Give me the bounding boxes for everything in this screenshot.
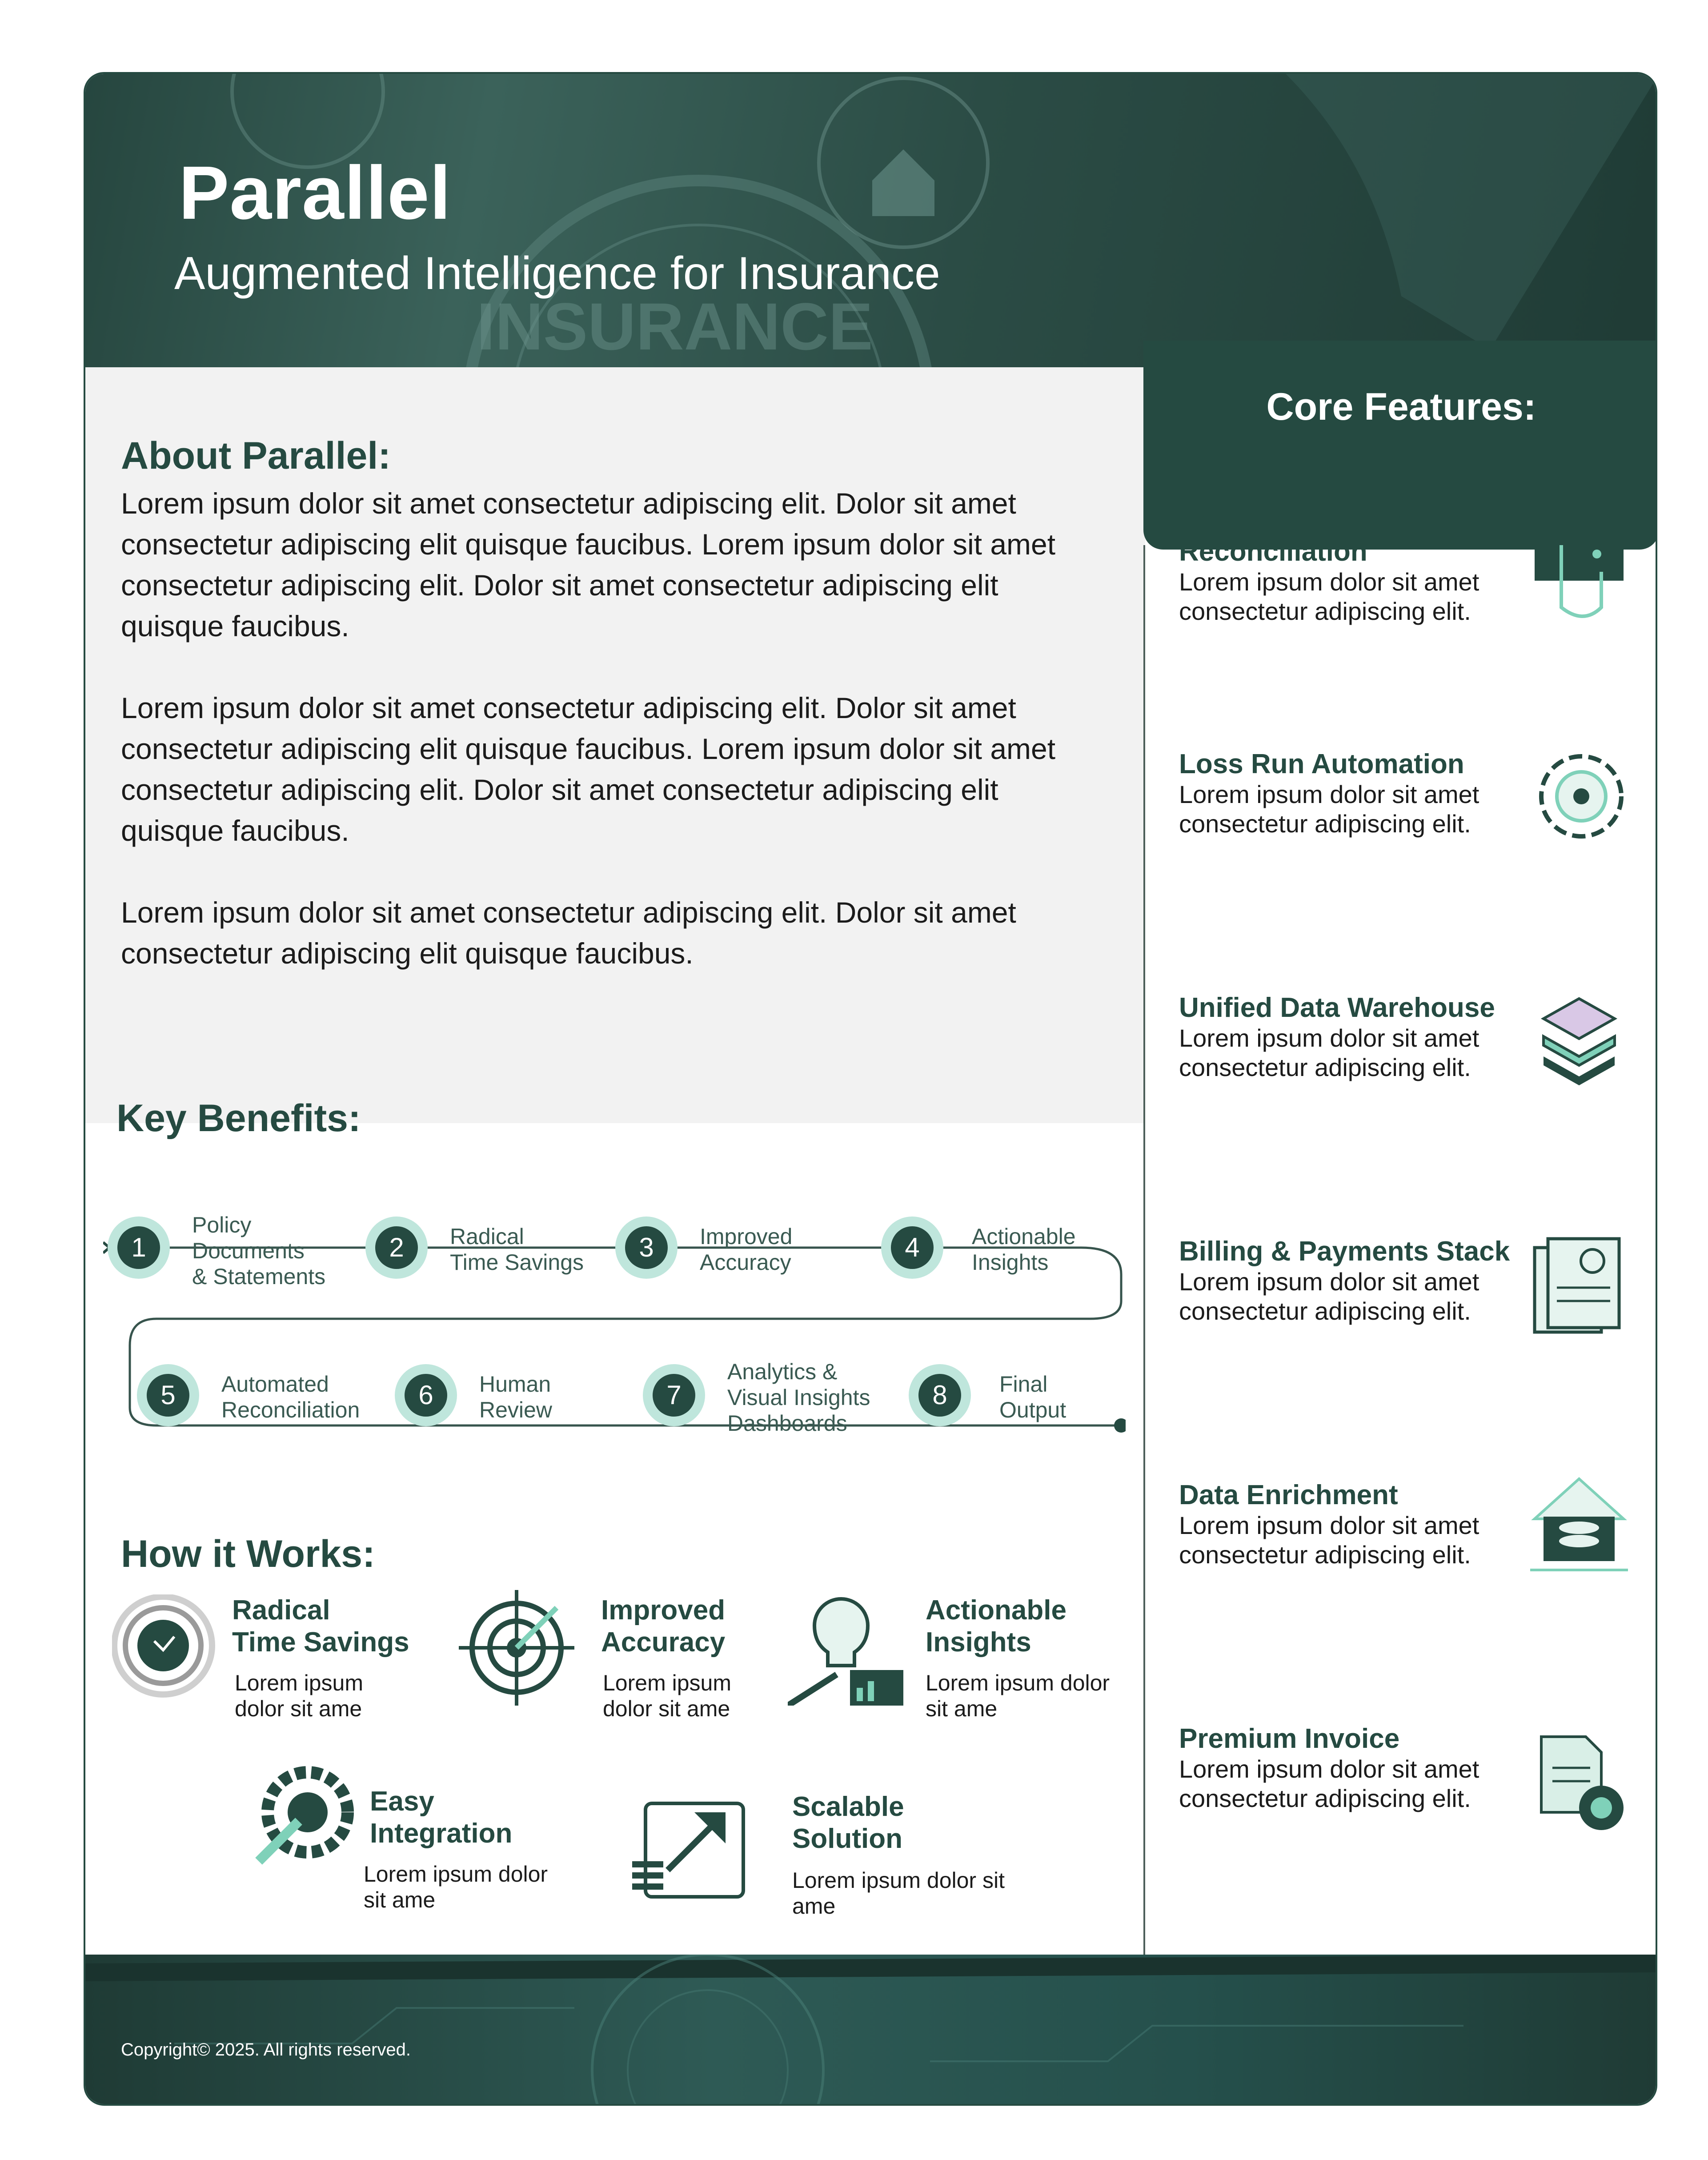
step-badge xyxy=(108,1217,170,1279)
how-item-title: Easy Integration xyxy=(370,1786,513,1849)
step-label: Automated Reconciliation xyxy=(221,1372,360,1422)
how-item-desc: Lorem ipsum dolor sit ame xyxy=(792,1868,1005,1919)
target-arrow-icon xyxy=(459,1590,574,1706)
how-item-title: Improved Accuracy xyxy=(601,1595,726,1658)
step-label: Policy Documents & Statements xyxy=(192,1212,326,1289)
step-label: Human Review xyxy=(479,1372,552,1422)
about-paragraph-3: Lorem ipsum dolor sit amet consectetur adipiscing elit. Dolor sit amet consectetur adipiscing elit quisque faucibus. xyxy=(121,896,1016,970)
feature-desc: Lorem ipsum dolor sit amet consectetur adipiscing elit. xyxy=(1179,1511,1479,1569)
about-heading: About Parallel: xyxy=(121,434,391,477)
gear-cycle-icon xyxy=(1535,750,1628,843)
circuit-pattern xyxy=(85,1955,1656,2106)
feature-title: Premium & Commission Reconciliation xyxy=(1179,505,1498,567)
svg-text:INSURANCE: INSURANCE xyxy=(477,289,873,364)
page-title: Parallel xyxy=(179,151,451,235)
database-house-icon xyxy=(1530,1474,1628,1577)
step-label: Analytics & Visual Insights Dashboards xyxy=(727,1359,870,1436)
step-badge xyxy=(395,1364,457,1426)
feature-title: Loss Run Automation xyxy=(1179,749,1464,779)
step-number: 2 xyxy=(375,1226,418,1269)
page-subtitle: Augmented Intelligence for Insurance xyxy=(174,248,940,299)
step-badge xyxy=(137,1364,199,1426)
feature-desc: Lorem ipsum dolor sit amet consectetur adipiscing elit. xyxy=(1179,780,1479,838)
feature-desc: Lorem ipsum dolor sit amet consectetur adipiscing elit. xyxy=(1179,568,1479,625)
key-benefits-heading: Key Benefits: xyxy=(116,1097,361,1140)
step-number: 8 xyxy=(918,1374,961,1417)
feature-item xyxy=(1179,1480,1535,1570)
copyright-text: Copyright© 2025. All rights reserved. xyxy=(121,2040,411,2060)
step-badge xyxy=(909,1364,971,1426)
wrench-gear-icon xyxy=(250,1763,357,1870)
feature-desc: Lorem ipsum dolor sit amet consectetur adipiscing elit. xyxy=(1179,1755,1479,1812)
step-badge xyxy=(365,1217,428,1279)
how-item-desc: Lorem ipsum dolor sit ame xyxy=(926,1670,1110,1721)
how-item-desc: Lorem ipsum dolor sit ame xyxy=(235,1670,363,1721)
lightbulb-chart-icon xyxy=(788,1586,912,1706)
feature-item xyxy=(1179,1236,1535,1326)
how-item-desc: Lorem ipsum dolor sit ame xyxy=(603,1670,731,1721)
feature-title: Data Enrichment xyxy=(1179,1480,1398,1510)
step-number: 5 xyxy=(147,1374,189,1417)
feature-item xyxy=(1179,1723,1535,1813)
step-label: Final Output xyxy=(999,1372,1066,1422)
step-number: 1 xyxy=(117,1226,160,1269)
stacked-layers-icon xyxy=(1535,994,1624,1096)
stopwatch-icon xyxy=(112,1594,219,1701)
step-badge xyxy=(881,1217,943,1279)
how-item-title: Actionable Insights xyxy=(926,1595,1066,1658)
step-number: 4 xyxy=(891,1226,934,1269)
step-number: 7 xyxy=(653,1374,695,1417)
how-it-works-heading: How it Works: xyxy=(121,1533,375,1575)
step-number: 6 xyxy=(405,1374,447,1417)
about-paragraph-2: Lorem ipsum dolor sit amet consectetur adipiscing elit. Dolor sit amet consectetur adipiscing elit quisque faucibus. Lorem ipsum dolor sit amet consectetur adipiscing elit. Dolor sit amet consectetur adipiscing elit quisque faucibus. xyxy=(121,691,1056,847)
hand-money-icon xyxy=(1530,518,1632,621)
feature-title: Billing & Payments Stack xyxy=(1179,1236,1510,1267)
about-paragraph-1: Lorem ipsum dolor sit amet consectetur adipiscing elit. Dolor sit amet consectetur adipiscing elit quisque faucibus. Lorem ipsum dolor sit amet consectetur adipiscing elit. Dolor sit amet consectetur adipiscing elit quisque faucibus. xyxy=(121,487,1056,642)
how-item-title: Radical Time Savings xyxy=(232,1595,409,1658)
invoice-stack-icon xyxy=(1530,1234,1628,1337)
core-features-heading: Core Features: xyxy=(1266,385,1536,428)
step-label: Radical Time Savings xyxy=(450,1224,584,1275)
document-gear-icon xyxy=(1535,1732,1628,1835)
step-label: Improved Accuracy xyxy=(700,1224,793,1275)
feature-item xyxy=(1179,992,1535,1082)
feature-title: Premium Invoice xyxy=(1179,1723,1400,1754)
column-divider xyxy=(1143,545,1145,2026)
feature-title: Unified Data Warehouse xyxy=(1179,992,1495,1023)
feature-desc: Lorem ipsum dolor sit amet consectetur adipiscing elit. xyxy=(1179,1268,1479,1325)
how-item-desc: Lorem ipsum dolor sit ame xyxy=(364,1862,548,1912)
how-item-title: Scalable Solution xyxy=(792,1791,904,1854)
step-badge xyxy=(643,1364,705,1426)
scale-arrow-icon xyxy=(632,1799,748,1901)
footer-band xyxy=(85,1955,1656,2106)
feature-item xyxy=(1179,505,1535,626)
feature-item xyxy=(1179,749,1535,839)
step-label: Actionable Insights xyxy=(972,1224,1076,1275)
step-number: 3 xyxy=(625,1226,668,1269)
step-badge xyxy=(615,1217,678,1279)
feature-desc: Lorem ipsum dolor sit amet consectetur adipiscing elit. xyxy=(1179,1024,1479,1081)
page-card xyxy=(84,72,1657,2106)
